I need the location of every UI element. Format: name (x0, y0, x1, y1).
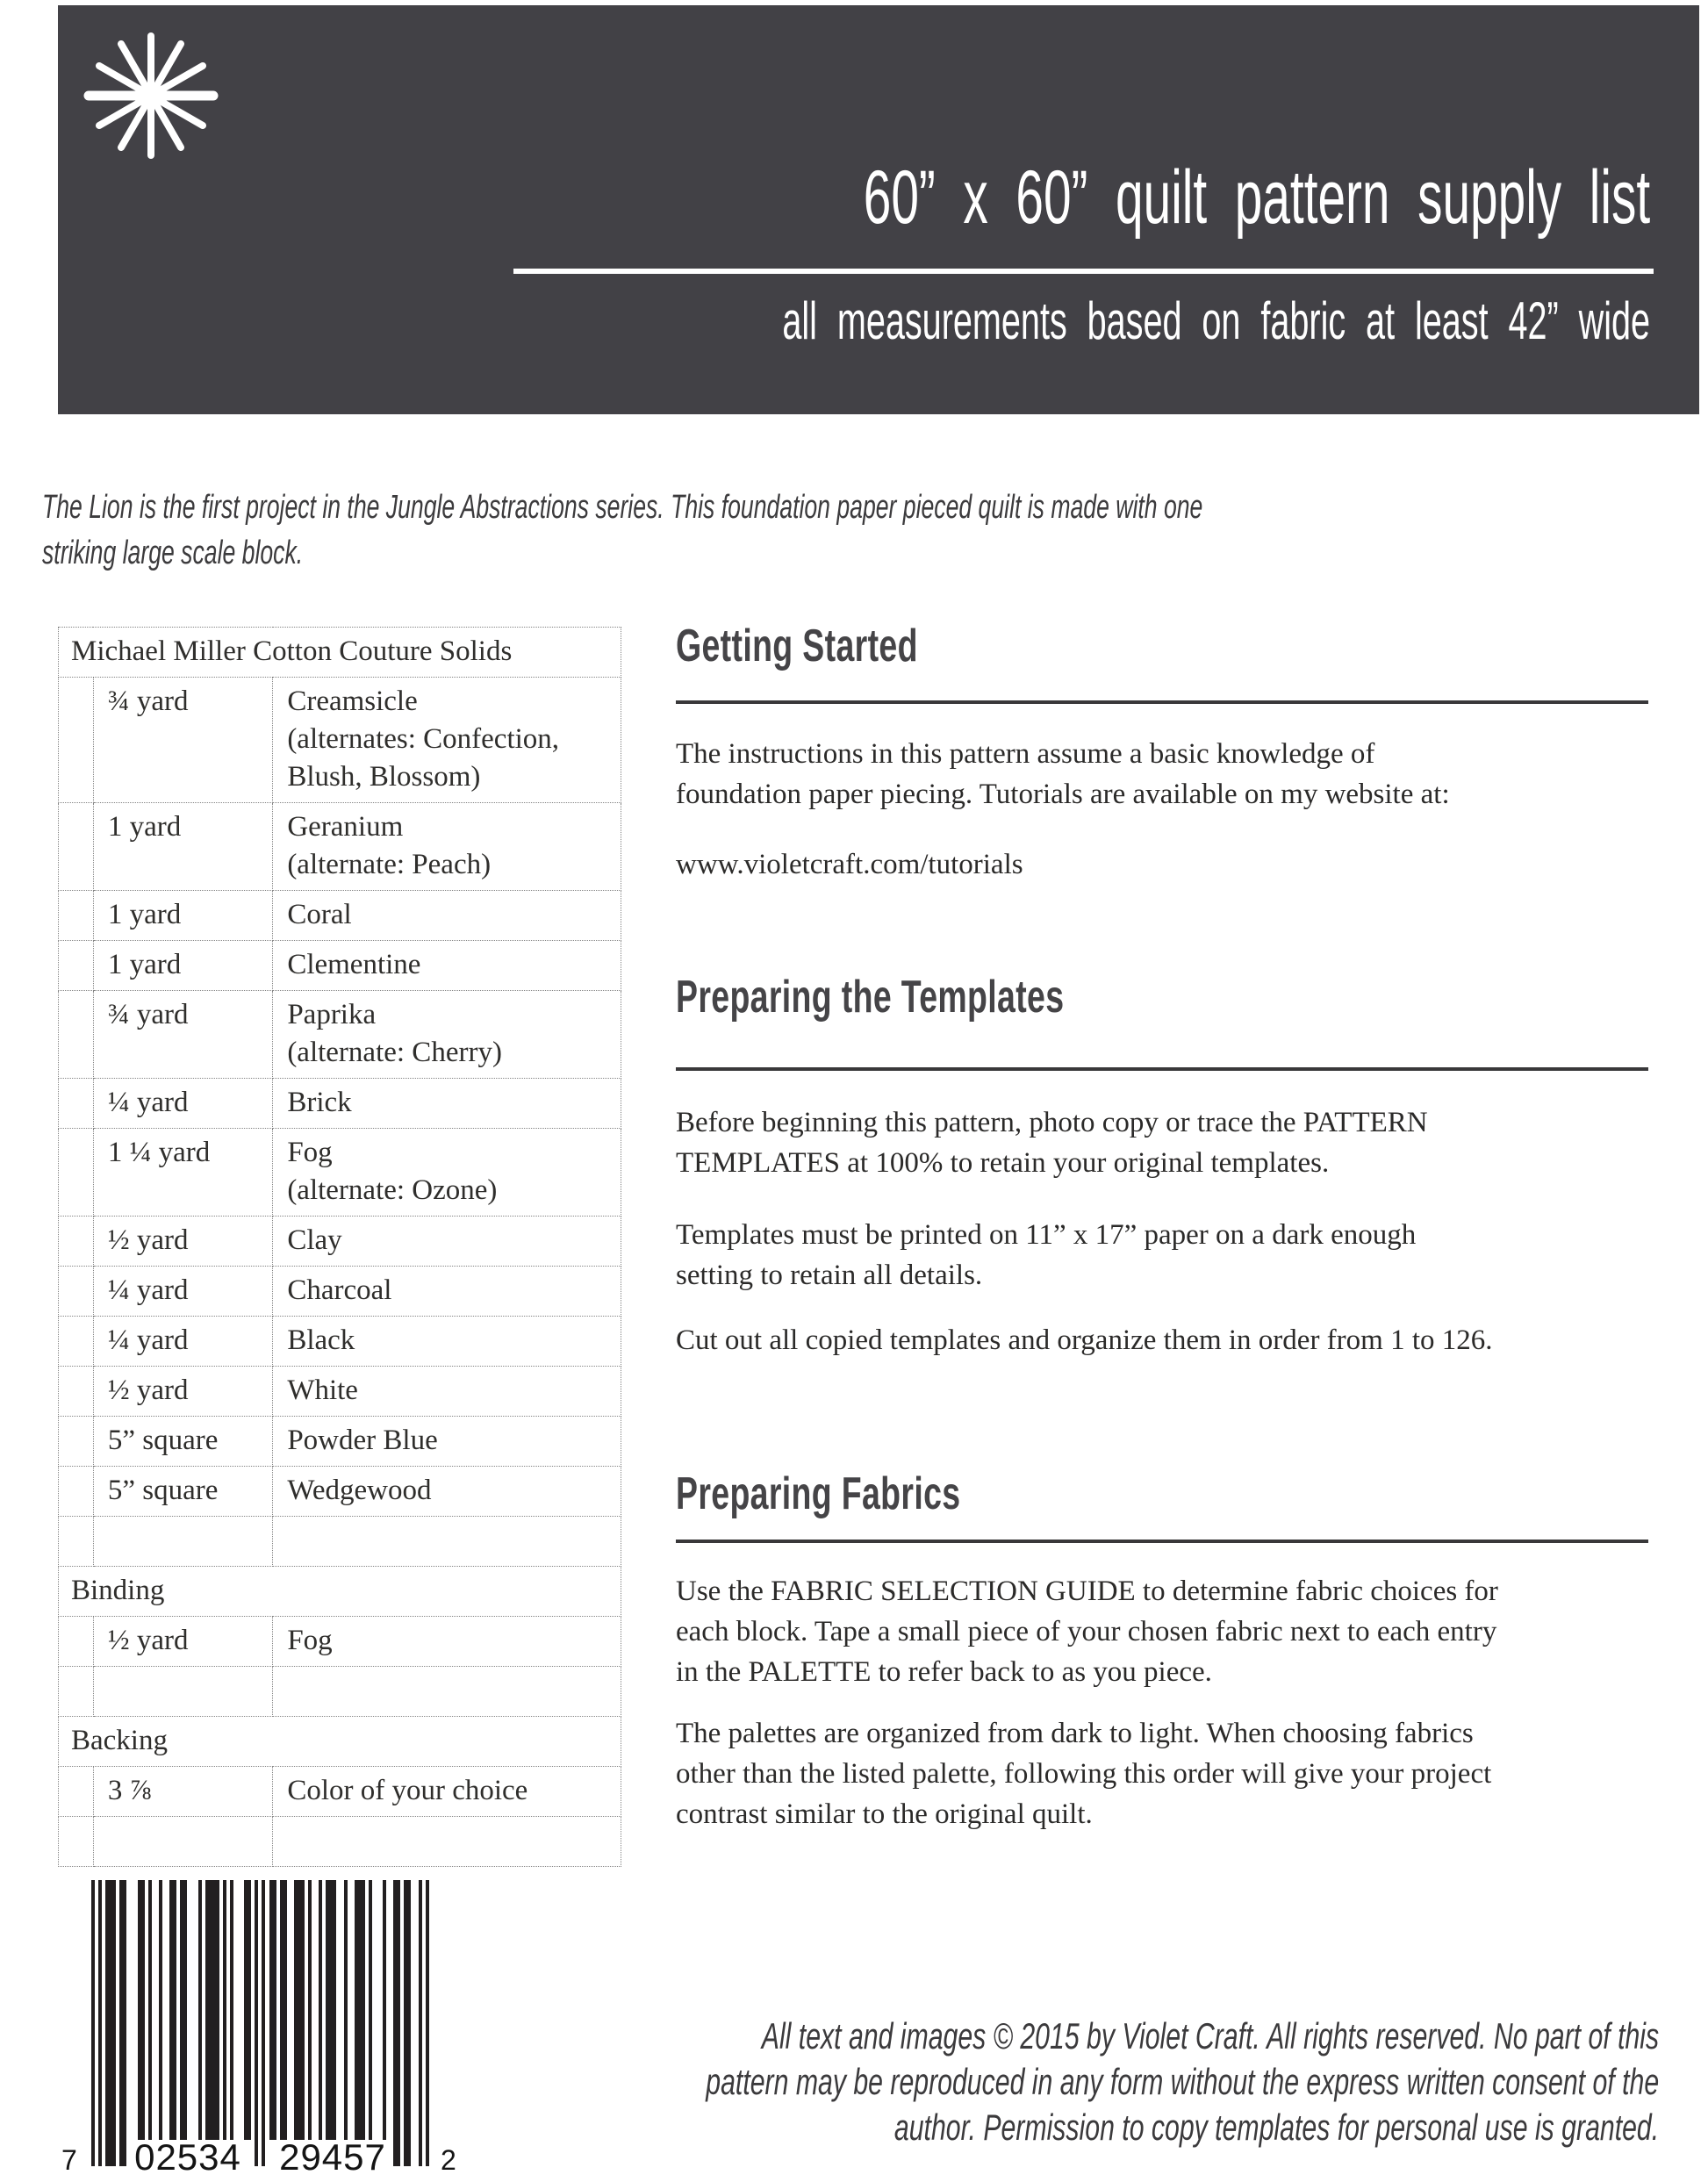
section-heading: Getting Started (676, 621, 918, 671)
barcode-bar (369, 1880, 372, 2140)
color-cell (273, 991, 621, 1079)
copyright-notice (706, 2013, 1659, 2150)
barcode-digit-left: 7 (61, 2144, 77, 2176)
spacer-cell (59, 1467, 94, 1517)
barcode-bar (383, 1880, 386, 2140)
barcode-bar (273, 1880, 276, 2140)
table-empty-row (59, 1517, 621, 1567)
barcode-bar (91, 1880, 95, 2166)
paragraph (676, 844, 1648, 885)
yardage-cell: 1 yard (93, 891, 272, 941)
spacer-cell (59, 1217, 94, 1267)
text-line: (alternate: Cherry) (287, 1037, 502, 1068)
barcode (58, 1880, 470, 2182)
spacer-cell (59, 991, 94, 1079)
table-empty-row (59, 1817, 621, 1867)
barcode-bar (333, 1880, 336, 2140)
table-row (59, 678, 621, 803)
text-line: striking large scale block. (42, 535, 304, 571)
section-body (676, 1571, 1648, 1834)
barcode-bar (362, 1880, 365, 2140)
color-cell (273, 1129, 621, 1217)
empty-cell (273, 1517, 621, 1567)
table-title: Michael Miller Cotton Couture Solids (59, 628, 621, 678)
spacer-cell (59, 1317, 94, 1367)
barcode-bar (319, 1880, 322, 2140)
text-line: White (287, 1375, 358, 1406)
measurements-subtitle: all measurements based on fabric at least 42” wide (782, 291, 1650, 350)
color-cell (273, 1467, 621, 1517)
text-line: other than the listed palette, following this order will give your project (676, 1758, 1492, 1790)
table-row (59, 891, 621, 941)
barcode-bar (223, 1880, 226, 2140)
yardage-cell: ¾ yard (93, 678, 272, 803)
text-line: All text and images © 2015 by Violet Craft. All rights reserved. No part of this (761, 2015, 1659, 2056)
section-body (676, 1102, 1648, 1360)
section-preparing-fabrics (676, 1462, 1648, 1834)
text-line: foundation paper piecing. Tutorials are available on my website at: (676, 779, 1450, 810)
table-row (59, 1617, 621, 1667)
barcode-bar (112, 1880, 116, 2166)
barcode-bar (159, 1880, 162, 2140)
barcode-bar (216, 1880, 219, 2140)
empty-cell (93, 1817, 272, 1867)
yardage-cell: 5” square (93, 1467, 272, 1517)
yardage-cell: 5” square (93, 1417, 272, 1467)
color-cell (273, 803, 621, 891)
spacer-cell (59, 1129, 94, 1217)
empty-cell (59, 1517, 94, 1567)
intro-paragraph (42, 484, 1202, 576)
barcode-bar (198, 1880, 202, 2140)
text-line: each block. Tape a small piece of your chosen fabric next to each entry (676, 1616, 1497, 1647)
yardage-cell: ½ yard (93, 1367, 272, 1417)
text-line: setting to retain all details. (676, 1260, 983, 1291)
table-row (59, 1079, 621, 1129)
barcode-bar (173, 1880, 176, 2140)
barcode-bar (183, 1880, 187, 2140)
text-line: Geranium (287, 811, 404, 843)
barcode-bar (248, 1880, 251, 2140)
color-cell (273, 1267, 621, 1317)
table-row (59, 1467, 621, 1517)
paragraph (676, 734, 1648, 815)
table-row (59, 803, 621, 891)
table-row (59, 1417, 621, 1467)
section-body (676, 734, 1648, 885)
text-line: Charcoal (287, 1274, 392, 1306)
barcode-bar (98, 1880, 102, 2166)
paragraph (676, 1571, 1648, 1692)
spacer-cell (59, 1267, 94, 1317)
table-row (59, 1129, 621, 1217)
color-cell (273, 1367, 621, 1417)
paragraph (676, 1102, 1648, 1183)
table-row (59, 1217, 621, 1267)
spacer-cell (59, 1367, 94, 1417)
table-row (59, 941, 621, 991)
section-label: Backing (59, 1717, 621, 1767)
empty-cell (59, 1667, 94, 1717)
color-cell (273, 891, 621, 941)
section-getting-started (676, 614, 1648, 885)
section-divider (676, 700, 1648, 704)
empty-cell (273, 1667, 621, 1717)
yardage-cell: ¼ yard (93, 1317, 272, 1367)
spacer-cell (59, 1617, 94, 1667)
yardage-cell: 1 yard (93, 941, 272, 991)
barcode-left-group: 02534 (134, 2136, 241, 2178)
empty-cell (93, 1667, 272, 1717)
color-cell (273, 1217, 621, 1267)
yardage-cell: 1 ¼ yard (93, 1129, 272, 1217)
yardage-cell: ½ yard (93, 1617, 272, 1667)
header-divider (513, 269, 1654, 274)
header-band (58, 5, 1699, 414)
spacer-cell (59, 803, 94, 891)
yardage-cell: ¼ yard (93, 1079, 272, 1129)
text-line: The palettes are organized from dark to light. When choosing fabrics (676, 1718, 1474, 1749)
text-line: Clay (287, 1224, 342, 1256)
paragraph (676, 1713, 1648, 1834)
color-cell (273, 1079, 621, 1129)
empty-cell (273, 1817, 621, 1867)
text-line: (alternate: Ozone) (287, 1174, 498, 1206)
section-divider (676, 1540, 1648, 1543)
text-line: Blush, Blossom) (287, 761, 481, 793)
table-row (59, 1367, 621, 1417)
empty-cell (59, 1817, 94, 1867)
barcode-bar (141, 1880, 145, 2140)
barcode-bar (123, 1880, 126, 2166)
text-line: Fog (287, 1625, 333, 1656)
section-divider (676, 1067, 1648, 1071)
text-line: The instructions in this pattern assume a basic knowledge of (676, 738, 1375, 770)
starburst-icon (81, 25, 221, 166)
yardage-cell: 3 ⅞ (93, 1767, 272, 1817)
barcode-bar (426, 1880, 429, 2166)
yardage-cell: ½ yard (93, 1217, 272, 1267)
barcode-bar (230, 1880, 233, 2140)
table-row (59, 1767, 621, 1817)
barcode-bar (344, 1880, 348, 2140)
table-row (59, 1317, 621, 1367)
text-line: TEMPLATES at 100% to retain your original templates. (676, 1147, 1330, 1179)
table-section-row (59, 1567, 621, 1617)
color-cell (273, 1767, 621, 1817)
spacer-cell (59, 941, 94, 991)
table-empty-row (59, 1667, 621, 1717)
barcode-bar (283, 1880, 287, 2140)
text-line: Before beginning this pattern, photo copy or trace the PATTERN (676, 1107, 1428, 1138)
text-line: Templates must be printed on 11” x 17” paper on a dark enough (676, 1219, 1417, 1251)
spacer-cell (59, 891, 94, 941)
table-title-row (59, 628, 621, 678)
color-cell (273, 1417, 621, 1467)
barcode-bar (407, 1880, 411, 2166)
section-preparing-templates (676, 965, 1648, 1360)
text-line: Cut out all copied templates and organize them in order from 1 to 126. (676, 1324, 1493, 1356)
barcode-right-group: 29457 (279, 2136, 386, 2178)
text-line: Creamsicle (287, 685, 418, 717)
yardage-cell: ¼ yard (93, 1267, 272, 1317)
paragraph (676, 1320, 1648, 1360)
barcode-bar (308, 1880, 312, 2140)
text-line: in the PALETTE to refer back to as you piece. (676, 1656, 1212, 1688)
supply-table (58, 627, 621, 1867)
text-line: Wedgewood (287, 1475, 432, 1506)
text-line: Fog (287, 1137, 333, 1168)
text-line: Clementine (287, 949, 421, 980)
text-line: author. Permission to copy templates for personal use is granted. (893, 2107, 1659, 2148)
barcode-bar (148, 1880, 152, 2140)
color-cell (273, 1317, 621, 1367)
paragraph (676, 1215, 1648, 1296)
text-line: pattern may be reproduced in any form without the express written consent of the (706, 2061, 1659, 2102)
text-line: Coral (287, 899, 352, 930)
text-line: Powder Blue (287, 1425, 438, 1456)
yardage-cell: ¾ yard (93, 991, 272, 1079)
barcode-bar (397, 1880, 400, 2166)
color-cell (273, 678, 621, 803)
spacer-cell (59, 1079, 94, 1129)
spacer-cell (59, 678, 94, 803)
barcode-bar (255, 1880, 258, 2166)
text-line: contrast similar to the original quilt. (676, 1798, 1093, 1830)
table-row (59, 1267, 621, 1317)
color-cell (273, 1617, 621, 1667)
table-section-row (59, 1717, 621, 1767)
empty-cell (93, 1517, 272, 1567)
text-line: The Lion is the first project in the Jungle Abstractions series. This foundation paper pieced quilt is made with one (42, 489, 1203, 526)
yardage-cell: 1 yard (93, 803, 272, 891)
section-label: Binding (59, 1567, 621, 1617)
text-line: Paprika (287, 999, 377, 1030)
spacer-cell (59, 1767, 94, 1817)
barcode-bar (262, 1880, 265, 2166)
spacer-cell (59, 1417, 94, 1467)
text-line: (alternates: Confection, (287, 723, 560, 755)
color-cell (273, 941, 621, 991)
table-row (59, 991, 621, 1079)
barcode-digit-right: 2 (441, 2144, 456, 2176)
text-line: Brick (287, 1087, 352, 1118)
text-line: Black (287, 1324, 355, 1356)
barcode-bar (301, 1880, 305, 2140)
text-line: (alternate: Peach) (287, 849, 492, 880)
page-title: 60” x 60” quilt pattern supply list (863, 155, 1650, 240)
text-line: www.violetcraft.com/tutorials (676, 849, 1023, 880)
barcode-bar (419, 1880, 422, 2166)
section-heading: Preparing Fabrics (676, 1468, 961, 1519)
section-heading: Preparing the Templates (676, 972, 1065, 1023)
text-line: Use the FABRIC SELECTION GUIDE to determine fabric choices for (676, 1575, 1498, 1607)
barcode-bars (91, 1880, 429, 2166)
text-line: Color of your choice (287, 1775, 528, 1806)
